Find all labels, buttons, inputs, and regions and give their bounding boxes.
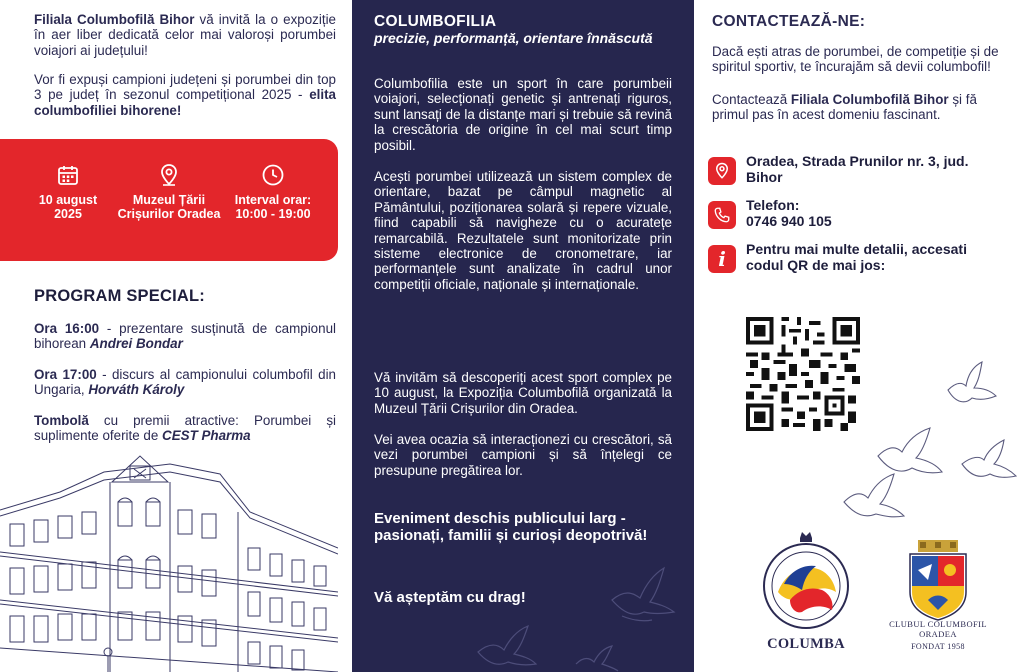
left-panel [0,0,338,672]
intro-paragraph: Filiala Columbofilă Bihor vă invită la o expoziție în aer liber dedicată celor mai valoroși porumbei voiajori ai județului! [34,12,336,58]
intro-brand: Filiala Columbofilă Bihor [34,12,195,27]
middle-panel [352,0,694,672]
program-item: Ora 16:00 - prezentare susținută de campionul bihorean Andrei Bondar [34,321,336,352]
club-logo-text: CLUBUL COLUMBOFIL ORADEA FONDAT 1958 [889,619,987,651]
open-event-text: Eveniment deschis publicului larg - pasionați, familii și curioși deopotrivă! [374,510,648,544]
phone-number[interactable]: 0746 940 105 [746,212,832,229]
location-icon [708,157,736,185]
columbofilia-title: COLUMBOFILIA [374,13,497,30]
welcome-text: Vă așteptăm cu drag! [374,589,526,606]
clock-icon [261,163,285,187]
program-title: PROGRAM SPECIAL: [34,287,205,305]
event-date: 10 august 2025 [30,163,106,221]
dove-icon [472,622,542,672]
location-pin-icon [157,163,181,187]
event-time: Interval orar: 10:00 - 19:00 [226,163,320,221]
middle-paragraph-2: Acești porumbei utilizează un sistem complex de orientare, bazat pe câmpul magnetic al Pământului, poziționarea solară și repere vizuale, fiind capabili să navigheze cu o acuratețe remarcabilă. Rezultatele sunt monitorizate prin sisteme electronice de cronometrare, iar performanțele sunt analizate în cadrul unor competiții oficiale, naționale și internaționale. [374,169,672,292]
columbofilia-subtitle: precizie, performanță, orientare înnăscută [374,30,653,46]
program-item: Tombolă cu premii atractive: Porumbei și suplimente oferite de CEST Pharma [34,413,336,444]
event-info-box [0,139,338,261]
event-location: Muzeul Țării Crișurilor Oradea [114,163,224,221]
museum-building-illustration [0,452,338,672]
dove-icon [572,644,622,672]
info-icon: i [708,245,736,273]
doves-illustration [838,360,1024,540]
columba-logo-text: COLUMBA [767,636,845,652]
contact-paragraph-1: Dacă ești atras de porumbei, de competiție și de spiritul sportiv, te încurajăm să devii columbofil! [712,44,999,75]
dove-icon [602,560,682,630]
middle-paragraph-1: Columbofilia este un sport în care porumbeii voiajori, selecționați genetic și antrenați riguros, sunt lansați de la distanțe mari și trebuie să revină la crescătoria de origine în cel mai scurt timp posibil. [374,76,672,153]
middle-paragraph-4: Vei avea ocazia să interacționezi cu crescători, să vezi porumbei campioni și să înțelegi ce presupune pregătirea lor. [374,432,672,478]
calendar-icon [56,163,80,187]
phone-icon [708,201,736,229]
contact-paragraph-2: Contactează Filiala Columbofilă Bihor și fă primul pas în acest domeniu fascinant. [712,92,977,123]
qr-note-text: Pentru mai multe detalii, accesati codul QR de mai jos: [746,241,967,273]
address-text: Oradea, Strada Prunilor nr. 3, jud. Bihor [746,153,969,185]
program-item: Ora 17:00 - discurs al campionului columbofil din Ungaria, Horváth Károly [34,367,336,398]
middle-paragraph-3: Vă invităm să descoperiți acest sport complex pe 10 august, la Expoziția Columbofilă organizată la Muzeul Țării Crișurilor din Oradea. [374,370,672,416]
phone-label: Telefon: [746,197,800,213]
intro2-paragraph: Vor fi expuși campioni județeni și porumbei din top 3 pe județ în sezonul competițional 2025 - elita columbofiliei bihorene! [34,72,336,118]
contact-title: CONTACTEAZĂ-NE: [712,13,866,30]
